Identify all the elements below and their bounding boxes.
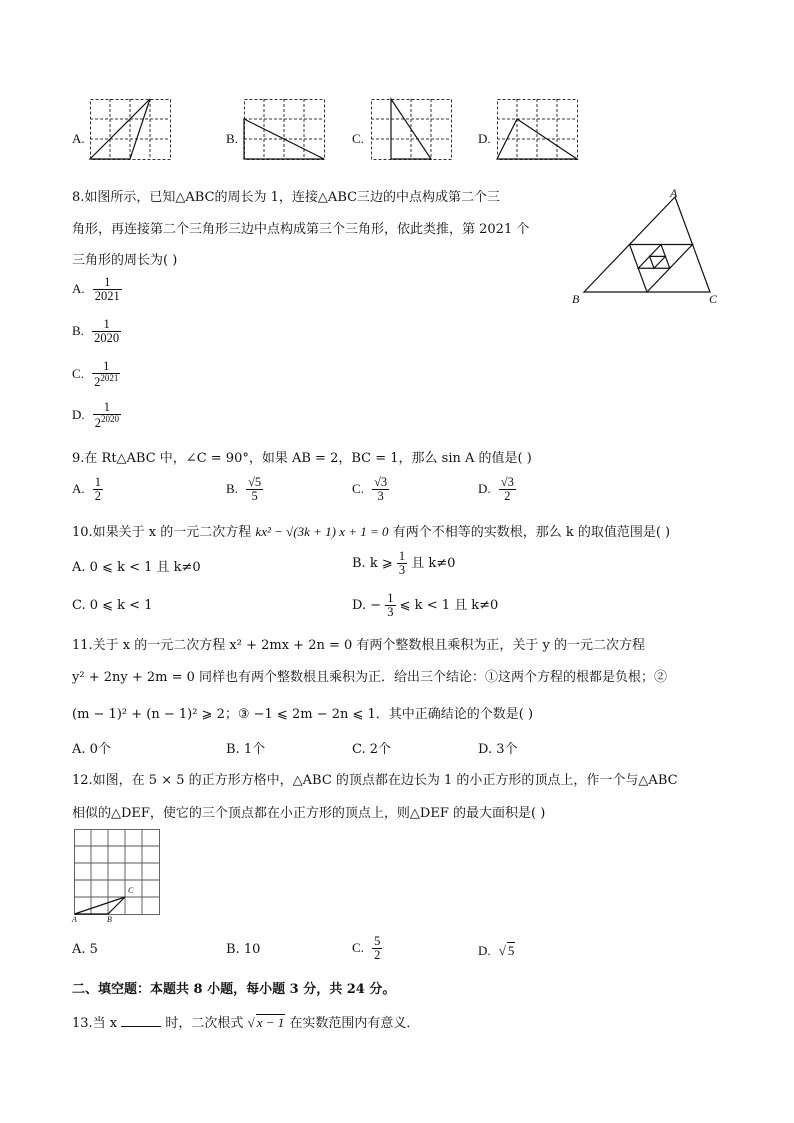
q12-grid-figure <box>74 829 164 919</box>
q12-figure-label-a: A <box>72 915 77 924</box>
q10-option-d-den: 3 <box>387 605 394 620</box>
q9-option-b-label: B. <box>226 481 238 497</box>
q10-option-b[interactable] <box>352 550 455 577</box>
q7-option-c-label[interactable]: C. <box>352 131 364 146</box>
q10-option-a[interactable]: A. 0 ⩽ k < 1 且 k≠0 <box>72 560 201 575</box>
q11-stem-line1: 11.关于 x 的一元二次方程 x² + 2mx + 2n = 0 有两个整数根且乘积为正，关于 y 的一元二次方程 <box>72 638 646 653</box>
q10-stem-prefix: 10.如果关于 x 的一元二次方程 <box>72 525 252 540</box>
q12-figure-label-b: B <box>107 915 112 924</box>
q9-option-c[interactable] <box>352 476 389 503</box>
q7-option-c-grid <box>371 99 453 161</box>
q8-option-b-den: 2020 <box>94 331 120 346</box>
q13-prefix: 13.当 x <box>72 1016 118 1031</box>
q12-option-c-label: C. <box>352 940 364 956</box>
q8-option-d-label: D. <box>72 407 85 423</box>
q9-option-a-den: 2 <box>94 489 102 504</box>
q12-option-c-den: 2 <box>374 948 381 963</box>
q12-option-c[interactable] <box>352 935 382 962</box>
q8-figure-label-c: C <box>709 292 718 306</box>
q12-option-a[interactable]: A. 5 <box>72 942 98 957</box>
q11-option-c[interactable]: C. 2个 <box>352 742 392 757</box>
q8-option-b-label: B. <box>72 323 84 339</box>
q9-option-b-den: 5 <box>251 489 258 504</box>
q8-stem-line3: 三角形的周长为( ) <box>72 253 178 268</box>
q11-option-b[interactable]: B. 1个 <box>226 742 266 757</box>
q12-stem-line1: 12.如图，在 5 × 5 的正方形方格中，△ABC 的顶点都在边长为 1 的小正方形的顶点上，作一个与△ABC <box>72 773 678 788</box>
q11-stem-line3: (m − 1)² + (n − 1)² ⩾ 2；③ −1 ⩽ 2m − 2n ⩽ 1．其中正确结论的个数是( ) <box>72 707 534 722</box>
q10-option-d-label: D. − <box>352 598 382 614</box>
q10-option-b-num: 1 <box>398 549 406 563</box>
q10-option-d-num: 1 <box>387 591 394 605</box>
q8-option-a[interactable] <box>72 276 122 303</box>
q8-option-a-label: A. <box>72 281 85 297</box>
q8-option-a-num: 1 <box>93 276 122 290</box>
q8-option-c-den-exp: 2021 <box>100 373 119 384</box>
q10-option-b-label: B. k ⩾ <box>352 556 393 572</box>
q8-option-d-den-base: 2 <box>94 416 102 431</box>
q9-option-d[interactable] <box>478 476 516 503</box>
q8-triangle-figure <box>570 185 720 305</box>
q8-option-b[interactable] <box>72 318 121 345</box>
q12-option-b[interactable]: B. 10 <box>226 942 261 957</box>
q8-option-a-den: 2021 <box>94 289 120 304</box>
q8-option-b-num: 1 <box>92 318 121 332</box>
q9-option-d-den: 2 <box>504 489 511 504</box>
q10-option-d[interactable] <box>352 592 498 619</box>
q13-radicand: x − 1 <box>256 1015 285 1030</box>
q8-option-c-den-base: 2 <box>94 375 101 390</box>
q12-option-d[interactable] <box>478 942 515 959</box>
q9-option-c-num: √3 <box>374 475 388 489</box>
q9-option-d-label: D. <box>478 481 491 497</box>
q10-stem-equation: kx² − √(3k + 1) x + 1 = 0 <box>255 524 389 539</box>
q12-option-c-num: 5 <box>374 934 381 948</box>
q9-option-d-num: √3 <box>500 475 514 489</box>
q8-option-c-label: C. <box>72 366 84 382</box>
q10-option-b-suffix: 且 k≠0 <box>411 556 456 572</box>
q7-option-b-grid <box>244 99 326 161</box>
q7-option-a-label[interactable]: A. <box>72 131 85 146</box>
q11-option-d[interactable]: D. 3个 <box>478 742 518 757</box>
q11-option-a[interactable]: A. 0个 <box>72 742 111 757</box>
q8-option-d[interactable] <box>72 401 121 430</box>
q10-option-b-den: 3 <box>398 563 406 578</box>
q10-stem-suffix: 有两个不相等的实数根，那么 k 的取值范围是( ) <box>392 525 671 540</box>
q9-option-b-num: √5 <box>248 475 262 489</box>
q10-option-c[interactable]: C. 0 ⩽ k < 1 <box>72 598 153 613</box>
q13-suffix: 在实数范围内有意义． <box>289 1016 420 1031</box>
q13-answer-blank[interactable] <box>121 1014 161 1027</box>
q12-option-d-label: D. <box>478 943 491 958</box>
q10-stem <box>72 521 670 540</box>
q7-option-d-label[interactable]: D. <box>478 131 491 146</box>
q7-option-a-grid <box>90 99 172 161</box>
q7-option-d-grid <box>497 99 579 161</box>
q8-stem-line2: 角形，再连接第二个三角形三边中点构成第三个三角形，依此类推，第 2021 个 <box>72 222 530 237</box>
section2-heading: 二、填空题：本题共 8 小题，每小题 3 分，共 24 分。 <box>72 982 396 997</box>
q11-stem-line2: y² + 2ny + 2m = 0 同样也有两个整数根且乘积为正．给出三个结论：①这两个方程的根都是负根；② <box>72 670 668 685</box>
q9-option-a-num: 1 <box>94 475 102 489</box>
q9-option-a[interactable] <box>72 476 103 503</box>
q7-option-b-label[interactable]: B. <box>226 131 238 146</box>
q8-figure-label-b: B <box>572 292 580 306</box>
q9-stem: 9.在 Rt△ABC 中，∠C = 90°，如果 AB = 2，BC = 1，那么 sin A 的值是( ) <box>72 451 532 466</box>
q13-middle: 时，二次根式 <box>165 1016 244 1031</box>
q13-stem <box>72 1012 419 1031</box>
q8-stem-line1: 8.如图所示，已知△ABC的周长为 1，连接△ABC三边的中点构成第二个三 <box>72 190 501 205</box>
q8-option-d-den-exp: 2020 <box>101 414 120 425</box>
q13-radical-icon: √ <box>247 1015 255 1030</box>
q12-figure-label-c: C <box>128 886 134 895</box>
q8-option-c-num: 1 <box>92 360 120 374</box>
q9-option-c-label: C. <box>352 481 364 497</box>
q12-option-d-radical-icon: √ <box>498 943 506 958</box>
q9-option-c-den: 3 <box>377 489 384 504</box>
q8-figure-label-a: A <box>670 186 678 200</box>
q10-option-d-suffix: ⩽ k < 1 且 k≠0 <box>399 598 499 614</box>
q12-stem-line2: 相似的△DEF，使它的三个顶点都在小正方形的顶点上，则△DEF 的最大面积是( ) <box>72 806 546 821</box>
q9-option-a-label: A. <box>72 481 85 497</box>
q8-option-c[interactable] <box>72 360 120 389</box>
q12-option-d-value: 5 <box>507 943 515 958</box>
q9-option-b[interactable] <box>226 476 263 503</box>
q8-option-d-num: 1 <box>93 401 121 415</box>
